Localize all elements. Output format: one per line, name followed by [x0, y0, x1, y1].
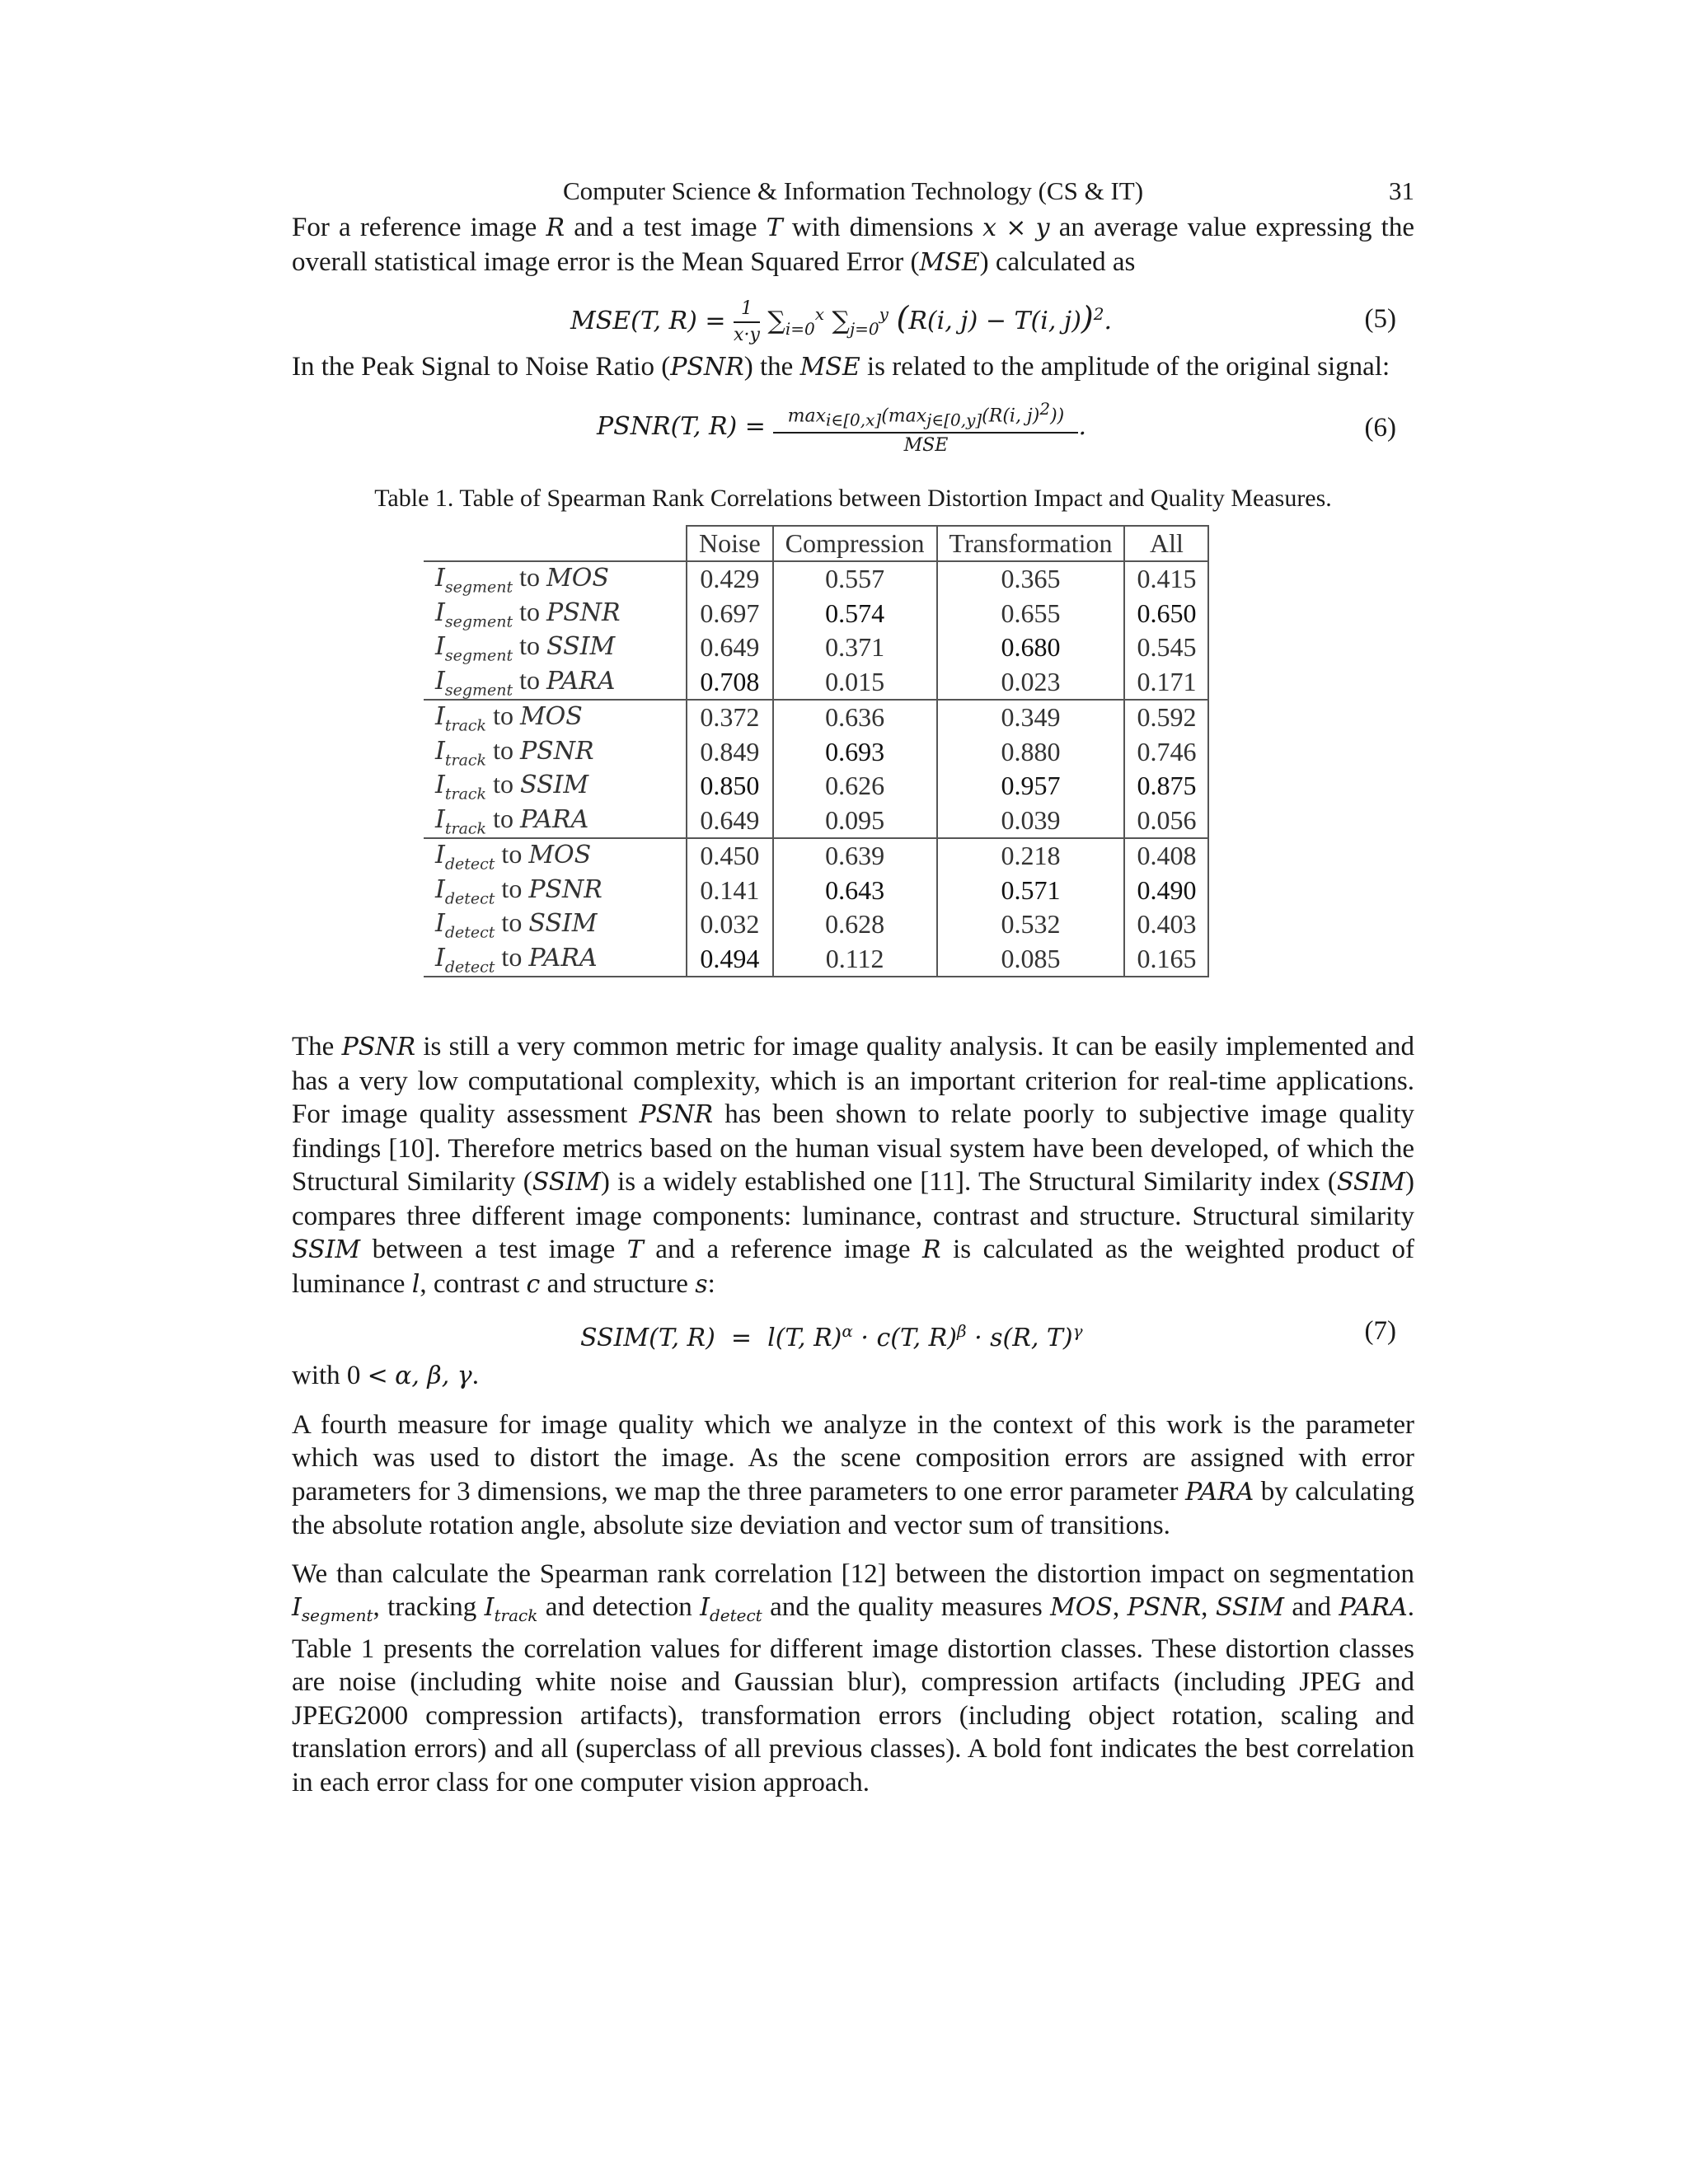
table-row: $I_{track}$ to PSNR 0.849 0.693 0.880 0.746 — [424, 735, 1208, 770]
correlation-table — [424, 525, 1209, 978]
page-number: 31 — [1389, 176, 1414, 205]
paragraph-psnr-intro: In the Peak Signal to Noise Ratio (PSNR) the MSE is related to the amplitude of the original signal: — [292, 352, 1390, 382]
paragraph-para-measure: A fourth measure for image quality which we analyze in the context of this work is the parameter which was used to distort the image. As the scene composition errors are assigned with error parameters for 3 dimensions, we map the three parameters to one error parameter PARA by calculating the absolute rotation angle, absolute size deviation and vector sum of transitions. — [292, 1409, 1414, 1540]
equation-5: MSE(T, R) = $\frac{1}{x\cdot y}$ $\sum_{i=0}^x$ $\sum_{j=0}^y$ (R(i, j) − T(i, j))$^2$. (5) — [292, 283, 1414, 350]
table-caption: Table 1. Table of Spearman Rank Correlations between Distortion Impact and Quality Measures. — [374, 484, 1332, 512]
equation-number: (5) — [1364, 304, 1396, 334]
equation-7: SSIM(T, R) = l(T, R)$^\alpha$ · c(T, R)$^\beta$ · s(R, T)$^\gamma$ (7) — [292, 1306, 1414, 1357]
paragraph-mse-intro: For a reference image R and a test image T with dimensions x × y an average value expressing the overall statistical image error is the Mean Squared Error (MSE) calculated as — [292, 213, 1414, 277]
table-row: $I_{detect}$ to MOS 0.450 0.639 0.218 0.408 — [424, 838, 1208, 874]
paragraph-weights: with 0 < α, β, γ. — [292, 1361, 479, 1390]
equation-6: PSNR(T, R) = $\frac{\max_{i\in[0,x]}(\max_{j\in[0,y]}(R(i, j)^2))}{\text{MSE}}$ . (6) — [292, 390, 1414, 469]
table-row: $I_{segment}$ to SSIM 0.649 0.371 0.680 0.545 — [424, 630, 1208, 665]
column-header: All — [1124, 526, 1208, 562]
table-header-row — [424, 526, 1208, 562]
equation-number: (6) — [1364, 412, 1396, 443]
table-row: $I_{detect}$ to PSNR 0.141 0.643 0.571 0.490 — [424, 874, 1208, 908]
page — [292, 173, 1414, 1799]
running-header — [292, 173, 1414, 209]
table-row: $I_{detect}$ to PARA 0.494 0.112 0.085 0.165 — [424, 942, 1208, 977]
column-header: Compression — [773, 526, 937, 562]
column-header: Noise — [687, 526, 773, 562]
paragraph-psnr-ssim: The PSNR is still a very common metric for image quality analysis. It can be easily implemented and has a very low computational complexity, which is an important criterion for real-time applications. For image quality assessment PSNR has been shown to relate poorly to subjective image quality findings [10]. Therefore metrics based on the human visual system have been developed, of which the Structural Similarity (SSIM) is a widely established one [11]. The Structural Similarity index (SSIM) compares three different image components: luminance, contrast and structure. Structural similarity SSIM between a test image T and a reference image R is calculated as the weighted product of luminance l, contrast c and structure s: — [292, 1032, 1415, 1299]
table-row: $I_{segment}$ to PSNR 0.697 0.574 0.655 0.650 — [424, 597, 1208, 631]
paragraph-spearman: We than calculate the Spearman rank correlation [12] between the distortion impact on segmentation $I_{segment}$, tracking $I_{track}$ and detection $I_{detect}$ and the quality measures MOS, PSNR, SSIM and PARA. Table 1 presents the correlation values for different image distortion classes. These distortion classes are noise (including white noise and Gaussian blur), compression artifacts (including JPEG and JPEG2000 compression artifacts), transformation errors (including object rotation, scaling and translation errors) and all (superclass of all previous classes). A bold font indicates the best correlation in each error class for one computer vision approach. — [292, 1558, 1415, 1797]
table-row: $I_{detect}$ to SSIM 0.032 0.628 0.532 0.403 — [424, 907, 1208, 942]
equation-number: (7) — [1364, 1316, 1396, 1346]
table-row: $I_{segment}$ to MOS 0.429 0.557 0.365 0.415 — [424, 561, 1208, 597]
table-row: $I_{track}$ to PARA 0.649 0.095 0.039 0.056 — [424, 804, 1208, 839]
column-header: Transformation — [937, 526, 1125, 562]
table-row: $I_{segment}$ to PARA 0.708 0.015 0.023 0.171 — [424, 665, 1208, 701]
table-row: $I_{track}$ to SSIM 0.850 0.626 0.957 0.875 — [424, 769, 1208, 804]
table-row: $I_{track}$ to MOS 0.372 0.636 0.349 0.592 — [424, 700, 1208, 735]
header-title: Computer Science & Information Technology (CS & IT) — [562, 176, 1144, 205]
